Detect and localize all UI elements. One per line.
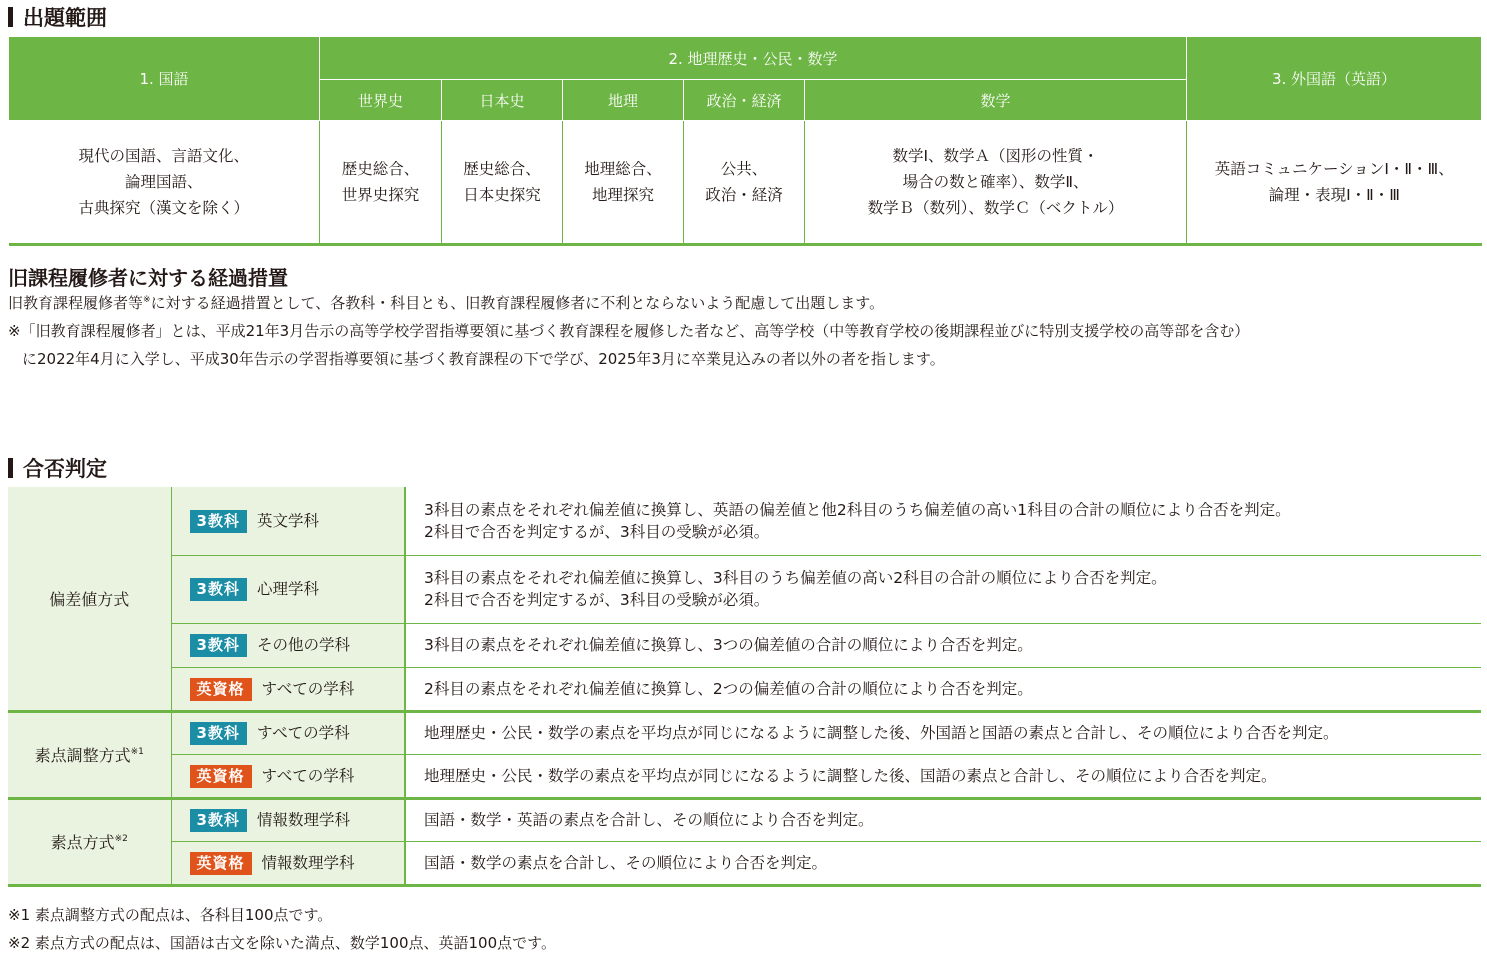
badge-3subjects: 3教科 (190, 578, 247, 601)
dept-cell (171, 623, 405, 667)
range-title-text: 出題範囲 (23, 6, 107, 30)
footnote-1: ※1 素点調整方式の配点は、各科目100点です。 (8, 906, 333, 924)
badge-3subjects: 3教科 (190, 722, 247, 745)
dept-cell (171, 841, 405, 885)
method-deviation (8, 487, 171, 711)
subheader-math: 数学 (805, 80, 1187, 121)
method-footnote-mark: ※1 (130, 747, 144, 758)
method-adjusted (8, 711, 171, 798)
measures-line-1-pre: 旧教育課程履修者等 (8, 294, 144, 312)
content-japanese: 現代の国語、言語文化、 論理国語、 古典探究（漢文を除く） (9, 121, 320, 245)
footnote-2: ※2 素点方式の配点は、国語は古文を除いた満点、数学100点、英語100点です。 (8, 934, 556, 952)
header-social-math: 2. 地理歴史・公民・数学 (320, 37, 1187, 80)
exam-range-table (8, 36, 1482, 246)
content-english: 英語コミュニケーションⅠ・Ⅱ・Ⅲ、 論理・表現Ⅰ・Ⅱ・Ⅲ (1187, 121, 1482, 245)
header-japanese: 1. 国語 (9, 37, 320, 121)
content-geography: 地理総合、 地理探究 (563, 121, 684, 245)
measures-line-1-post: に対する経過措置として、各教科・科目とも、旧教育課程履修者に不利とならないよう配慮して出題します。 (150, 294, 885, 312)
range-section-title (8, 4, 107, 30)
table-row (8, 555, 1481, 623)
table-row (8, 711, 1481, 754)
dept-label: すべての学科 (261, 766, 355, 785)
dept-label: 情報数理学科 (256, 811, 350, 830)
method-label: 偏差値方式 (49, 589, 130, 609)
dept-cell (171, 555, 405, 623)
dept-label: 英文学科 (256, 511, 319, 530)
method-label: 素点方式 (50, 833, 115, 853)
badge-english-qualification: 英資格 (190, 852, 252, 875)
measures-line-3: に2022年4月に入学し、平成30年告示の学習指導要領に基づく教育課程の下で学び、2025年3月に卒業見込みの者以外の者を指します。 (22, 350, 945, 368)
subheader-world-history: 世界史 (320, 80, 442, 121)
dept-label: 心理学科 (256, 580, 319, 599)
content-math: 数学Ⅰ、数学Ａ（図形の性質・ 場合の数と確率）、数学Ⅱ、 数学Ｂ（数列）、数学Ｃ（ベクトル） (805, 121, 1187, 245)
title-bar-icon (8, 458, 13, 478)
table-row (8, 841, 1481, 885)
table-row (8, 623, 1481, 667)
content-civics: 公共、 政治・経済 (684, 121, 805, 245)
judgement-table (8, 487, 1481, 887)
measures-title: 旧課程履修者に対する経過措置 (8, 266, 288, 290)
table-row (8, 754, 1481, 798)
desc-cell: 3科目の素点をそれぞれ偏差値に換算し、3つの偏差値の合計の順位により合否を判定。 (405, 623, 1481, 667)
method-label: 素点調整方式 (34, 746, 131, 766)
measures-line-2: ※「旧教育課程履修者」とは、平成21年3月告示の高等学校学習指導要領に基づく教育課程を履修した者など、高等学校（中等教育学校の後期課程並びに特別支援学校の高等部を含む） (8, 322, 1250, 340)
dept-label: すべての学科 (261, 679, 355, 698)
desc-cell: 3科目の素点をそれぞれ偏差値に換算し、英語の偏差値と他2科目のうち偏差値の高い1科目の合計の順位により合否を判定。 2科目で合否を判定するが、3科目の受験が必須。 (405, 487, 1481, 555)
content-world-history: 歴史総合、 世界史探究 (320, 121, 442, 245)
desc-cell: 2科目の素点をそれぞれ偏差値に換算し、2つの偏差値の合計の順位により合否を判定。 (405, 667, 1481, 711)
desc-cell: 地理歴史・公民・数学の素点を平均点が同じになるように調整した後、国語の素点と合計し、その順位により合否を判定。 (405, 754, 1481, 798)
subheader-japanese-history: 日本史 (442, 80, 563, 121)
dept-cell (171, 487, 405, 555)
dept-cell (171, 798, 405, 841)
method-footnote-mark: ※2 (114, 834, 128, 845)
desc-cell: 国語・数学・英語の素点を合計し、その順位により合否を判定。 (405, 798, 1481, 841)
judgement-section-title (8, 455, 107, 481)
dept-label: すべての学科 (256, 724, 350, 743)
content-japanese-history: 歴史総合、 日本史探究 (442, 121, 563, 245)
dept-cell (171, 711, 405, 754)
desc-cell: 地理歴史・公民・数学の素点を平均点が同じになるように調整した後、外国語と国語の素点と合計し、その順位により合否を判定。 (405, 711, 1481, 754)
badge-english-qualification: 英資格 (190, 765, 252, 788)
dept-label: その他の学科 (256, 636, 350, 655)
dept-cell (171, 667, 405, 711)
measures-line-1 (8, 292, 884, 313)
desc-cell: 3科目の素点をそれぞれ偏差値に換算し、3科目のうち偏差値の高い2科目の合計の順位により合否を判定。 2科目で合否を判定するが、3科目の受験が必須。 (405, 555, 1481, 623)
desc-cell: 国語・数学の素点を合計し、その順位により合否を判定。 (405, 841, 1481, 885)
judgement-table-wrapper (8, 487, 1481, 887)
table-row (8, 487, 1481, 555)
badge-3subjects: 3教科 (190, 809, 247, 832)
dept-label: 情報数理学科 (261, 853, 355, 872)
table-row (8, 667, 1481, 711)
subheader-civics: 政治・経済 (684, 80, 805, 121)
badge-english-qualification: 英資格 (190, 678, 252, 701)
table-row (8, 798, 1481, 841)
judgement-title-text: 合否判定 (23, 457, 107, 481)
title-bar-icon (8, 7, 13, 27)
dept-cell (171, 754, 405, 798)
badge-3subjects: 3教科 (190, 510, 247, 533)
measures-line-1-sup: ※ (143, 295, 151, 305)
badge-3subjects: 3教科 (190, 634, 247, 657)
header-english: 3. 外国語（英語） (1187, 37, 1482, 121)
subheader-geography: 地理 (563, 80, 684, 121)
method-raw (8, 798, 171, 885)
